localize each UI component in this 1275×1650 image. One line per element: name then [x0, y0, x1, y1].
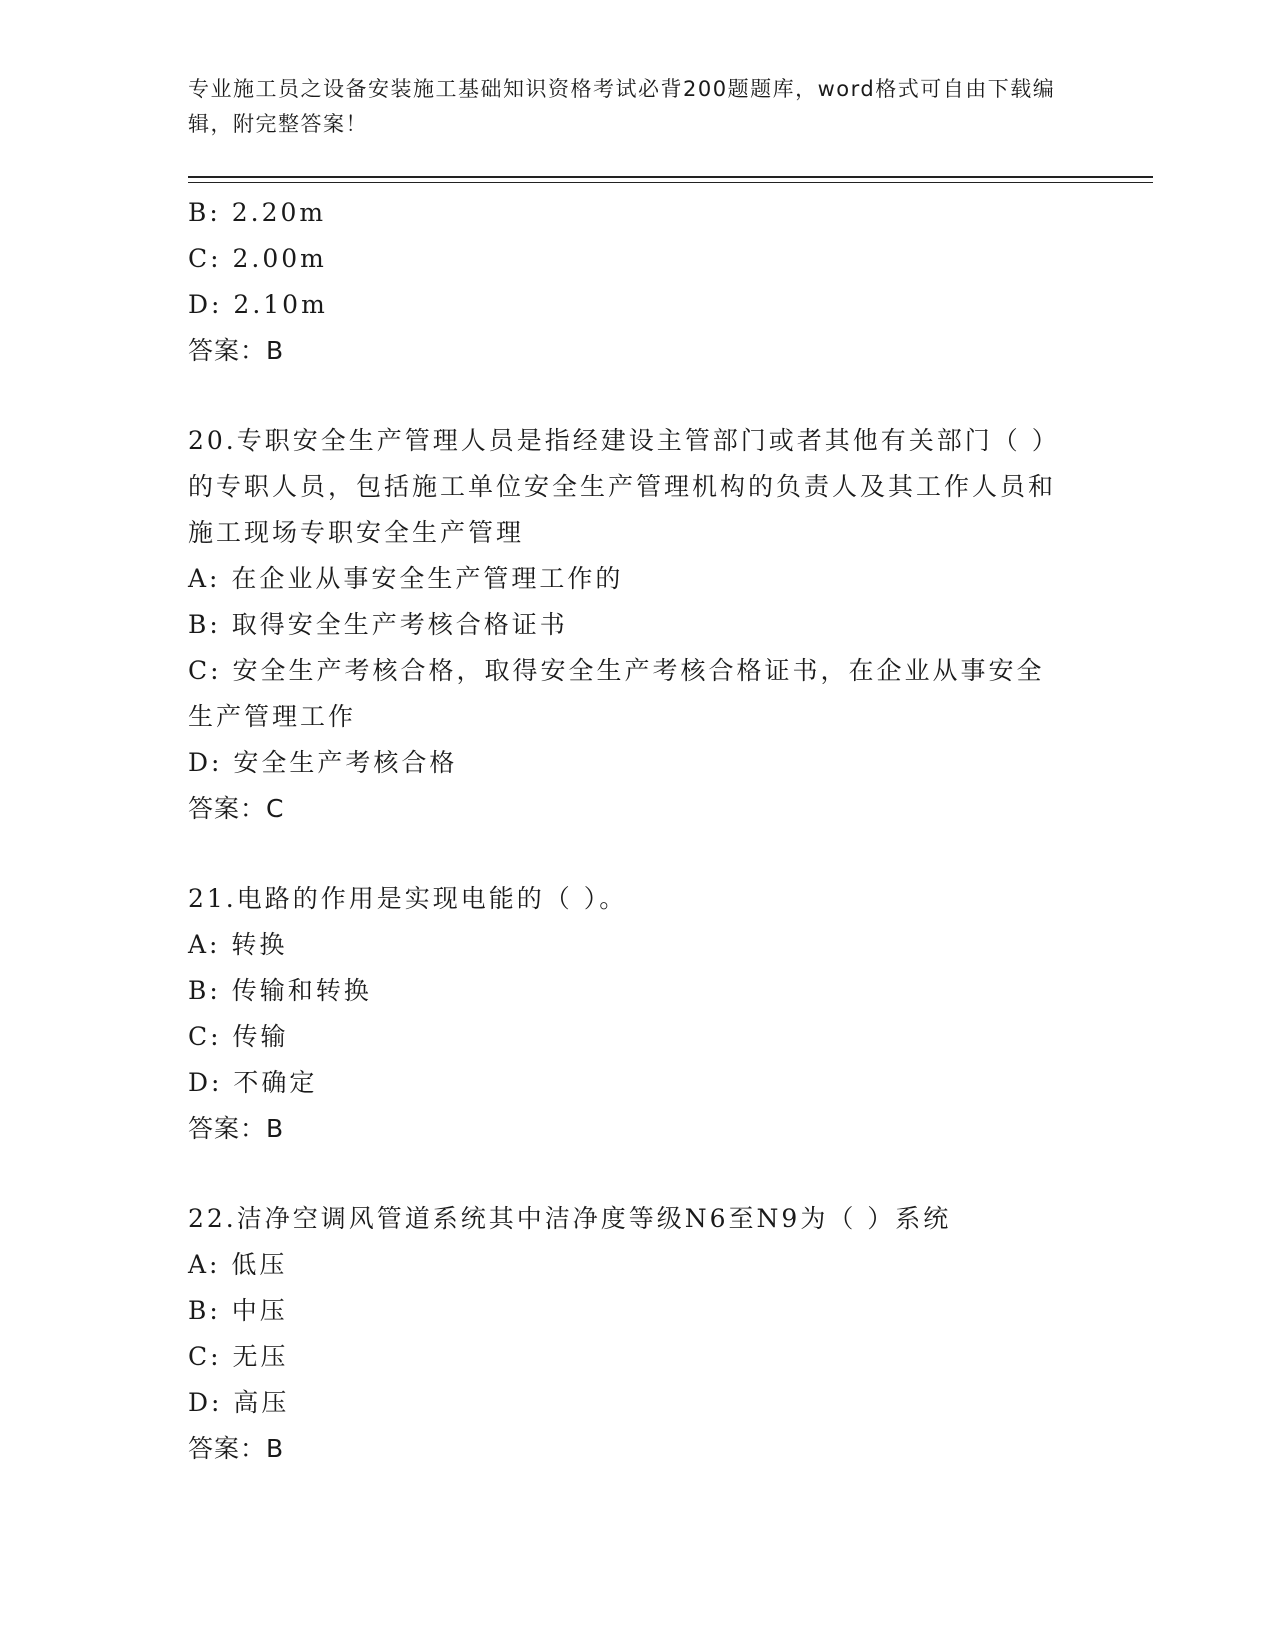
header-divider-thin [188, 182, 1153, 183]
question-text: 20.专职安全生产管理人员是指经建设主管部门或者其他有关部门（ ）的专职人员，包括施工单位安全生产管理机构的负责人及其工作人员和施工现场专职安全生产管理 [188, 426, 1060, 547]
option-b: B: 2.20m [188, 198, 327, 227]
option-c: C: 无压 [188, 1342, 289, 1371]
option-b: B: 传输和转换 [188, 976, 372, 1005]
question-block [188, 876, 1088, 1152]
option-d: D: 2.10m [188, 290, 328, 319]
option-b: B: 取得安全生产考核合格证书 [188, 610, 568, 639]
answer-line: 答案：B [188, 1434, 285, 1463]
question-list [188, 190, 1088, 1472]
question-block [188, 418, 1088, 832]
answer-line: 答案：B [188, 1114, 285, 1143]
option-d: D: 不确定 [188, 1068, 318, 1097]
header-divider [188, 176, 1153, 178]
option-a: A: 低压 [188, 1250, 288, 1279]
question-text: 22.洁净空调风管道系统其中洁净度等级N6至N9为（ ）系统 [188, 1204, 952, 1233]
question-block [188, 1196, 1088, 1472]
question-block [188, 190, 1088, 374]
answer-line: 答案：C [188, 794, 285, 823]
option-a: A: 转换 [188, 930, 288, 959]
option-d: D: 高压 [188, 1388, 290, 1417]
option-b: B: 中压 [188, 1296, 288, 1325]
option-c: C: 2.00m [188, 244, 327, 273]
document-header: 专业施工员之设备安装施工基础知识资格考试必背200题题库，word格式可自由下载编辑，附完整答案！ [188, 77, 1056, 136]
question-text: 21.电路的作用是实现电能的（ ）。 [188, 884, 628, 913]
option-c: C: 传输 [188, 1022, 289, 1051]
answer-line: 答案：B [188, 336, 285, 365]
option-c: C: 安全生产考核合格，取得安全生产考核合格证书，在企业从事安全生产管理工作 [188, 656, 1045, 731]
option-a: A: 在企业从事安全生产管理工作的 [188, 564, 624, 593]
option-d: D: 安全生产考核合格 [188, 748, 458, 777]
